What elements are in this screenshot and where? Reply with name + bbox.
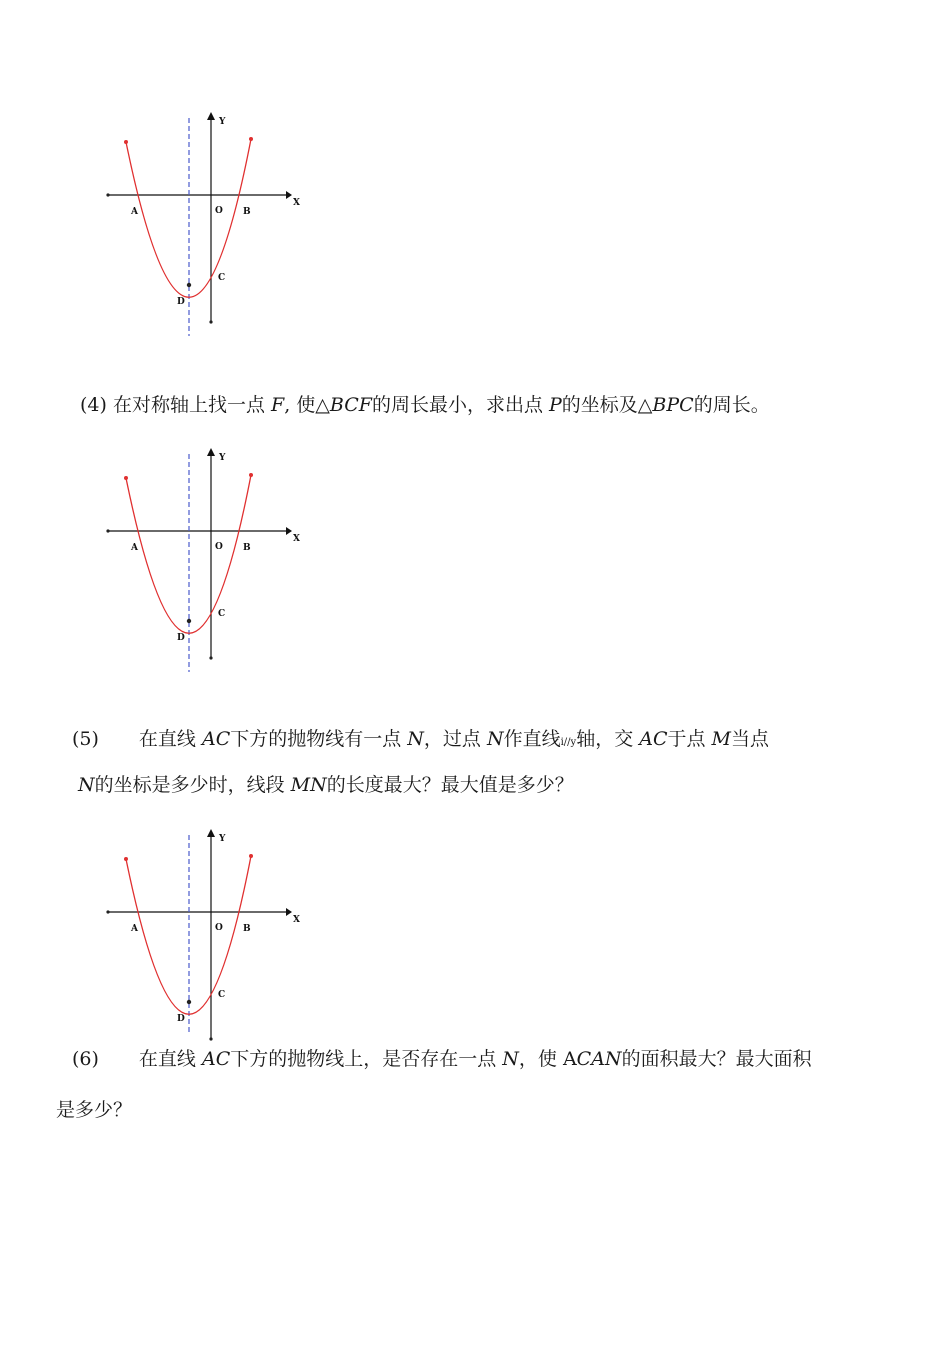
question-text: 的坐标及△ xyxy=(561,394,653,416)
var-can: CAN xyxy=(576,1048,622,1070)
question-number: (4) xyxy=(80,394,107,416)
axis-x-label: X xyxy=(293,198,300,208)
question-text: ，过点 xyxy=(423,728,487,750)
var-bcf: BCF xyxy=(329,394,372,416)
point-c-label: C xyxy=(218,273,226,283)
point-d-label: D xyxy=(177,633,185,643)
parabola-figure-1 xyxy=(100,110,300,340)
point-b-label: B xyxy=(243,543,251,553)
var-ac: AC xyxy=(201,1048,231,1070)
axis-x-label: X xyxy=(293,915,300,925)
origin-label: O xyxy=(215,206,223,216)
origin-label: O xyxy=(215,923,223,933)
question-text: 是多少？ xyxy=(56,1099,133,1121)
point-a-label: A xyxy=(131,924,138,934)
question-text: 下方的抛物线有一点 xyxy=(230,728,408,750)
var-bpc: BPC xyxy=(652,394,694,416)
var-ac: AC xyxy=(639,728,668,750)
var-m: M xyxy=(711,728,732,750)
question-6-line-1 xyxy=(72,1047,812,1071)
var-n: N xyxy=(407,728,424,750)
var-n: N xyxy=(486,728,504,750)
question-text: 作直线 xyxy=(503,728,561,750)
question-text: 在直线 xyxy=(138,1048,202,1070)
question-text: 的周长。 xyxy=(693,394,770,416)
question-text: 下方的抛物线上，是否存在一点 xyxy=(230,1048,503,1070)
question-text: 轴，交 xyxy=(576,728,640,750)
question-text: 在对称轴上找一点 xyxy=(106,394,272,416)
question-text: 的周长最小，求出点 xyxy=(371,394,549,416)
axis-y-label: Y xyxy=(219,834,226,844)
axis-y-label: Y xyxy=(219,117,226,127)
point-b-label: B xyxy=(243,207,251,217)
parabola-graph xyxy=(100,827,300,1057)
question-number: (5) xyxy=(72,728,99,750)
question-5-line-1 xyxy=(72,727,769,755)
parabola-figure-2 xyxy=(100,446,300,676)
var-n: N xyxy=(78,774,95,796)
point-b-label: B xyxy=(243,924,251,934)
parabola-graph xyxy=(100,446,300,676)
question-text: 的坐标是多少时，线段 xyxy=(94,774,291,796)
question-text: , 使△ xyxy=(284,394,330,416)
point-d-label: D xyxy=(177,1014,185,1024)
var-mn: MN xyxy=(290,774,327,796)
point-a-label: A xyxy=(131,207,138,217)
question-text: 的面积最大？最大面积 xyxy=(621,1048,812,1070)
var-n: N xyxy=(502,1048,519,1070)
question-6-line-2 xyxy=(56,1098,132,1122)
parabola-figure-3 xyxy=(100,827,300,1057)
var-f: F xyxy=(271,394,285,416)
question-text: 当点 xyxy=(731,728,770,750)
var-ac: AC xyxy=(201,728,231,750)
question-text: 在直线 xyxy=(138,728,202,750)
point-a-label: A xyxy=(131,543,138,553)
question-4 xyxy=(80,393,770,417)
point-d-label: D xyxy=(177,297,185,307)
question-text: 的长度最大？最大值是多少？ xyxy=(326,774,574,796)
small-notation: i//y xyxy=(560,737,577,748)
origin-label: O xyxy=(215,542,223,552)
parabola-graph xyxy=(100,110,300,340)
question-5-line-2 xyxy=(78,773,574,797)
axis-y-label: Y xyxy=(219,453,226,463)
point-c-label: C xyxy=(218,990,226,1000)
var-p: P xyxy=(549,394,562,416)
point-c-label: C xyxy=(218,609,226,619)
axis-x-label: X xyxy=(293,534,300,544)
question-text: ，使 A xyxy=(518,1048,577,1070)
question-text: 于点 xyxy=(667,728,712,750)
question-number: (6) xyxy=(72,1048,99,1070)
